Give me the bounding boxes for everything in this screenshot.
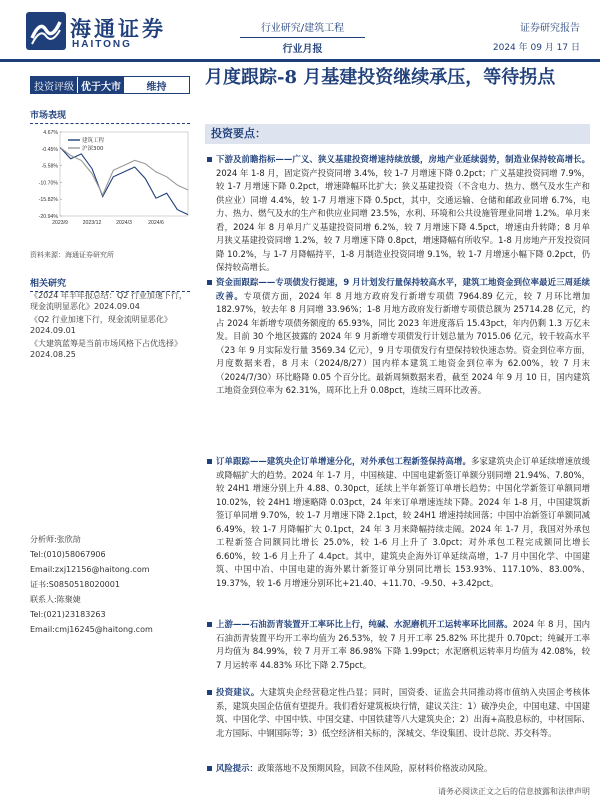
bullet-square-icon — [207, 690, 212, 695]
report-title: 月度跟踪-8 月基建投资继续承压，等待拐点 — [205, 67, 556, 88]
paragraph-lead: 资金面跟踪——专项债发行提速，9 月计划发行量保持较高水平，建筑工地资金到位率最近三周延续改善。 — [216, 277, 590, 301]
paragraph-upstream — [205, 618, 590, 672]
paragraph-body: 2024 年 1-8 月，固定资产投资同增 3.4%，较 1-7 月增速下降 0.2pct；广义基建投资同增 7.9%，较 1-7 月增速下降 0.2pct，增速降幅环比扩大；狭义基建投资（不含电力、热力、燃气及水生产和供应业）同增 4.4%，较 1-7 月增速下降 0.5pct，其中，交通运输、仓储和邮政业同增 6.7%，电力、热力、燃气及水的生产和供应业同增 23.5%，水利、环境和公共设施管理业同增 1.2%。单月来看，2024 年 8 月单月广义基建投资同增 6.2%，较 7 月增速下降 4.5pct，增速由升转降；8 月单月狭义基建投资同增 1.2%，较 7 月增速下降 0.8pct，增速降幅有所收窄。1-8 月房地产开发投资同降 10.2%，与 1-7 月降幅持平，1-8 月制造业投资同增 9.1%，较 1-7 月增速小幅下降 0.2pct，仍保持较高增长。 — [216, 167, 590, 273]
investment-rating — [30, 76, 190, 94]
legend-label: 沪深300 — [82, 146, 104, 152]
y-tick-label: -20.94% — [38, 214, 58, 220]
bullet-square-icon — [207, 280, 212, 285]
contact-tel: Tel:(021)23183263 — [30, 610, 106, 619]
series-line-construction — [60, 147, 188, 214]
y-tick-label: -15.82% — [38, 197, 58, 204]
related-item[interactable] — [30, 314, 192, 336]
paragraph-lead: 订单跟踪——建筑央企订单增速分化，对外承包工程新签保持高增。 — [216, 456, 472, 466]
bullet-square-icon — [207, 459, 212, 464]
paragraph-body: 政策落地不及预期风险，回款不佳风险，原材料价格波动风险。 — [257, 763, 493, 773]
bullet-square-icon — [207, 622, 212, 627]
rating-label: 投资评级 — [31, 77, 77, 93]
report-date: 2024 年 09 月 17 日 — [492, 43, 580, 53]
contact-email[interactable]: Email:cmj16245@haitong.com — [30, 625, 153, 634]
x-tick-label: 2024/3 — [116, 220, 132, 226]
rating-value: 优于大市 — [77, 77, 124, 93]
y-tick-label: -0.45% — [41, 146, 58, 153]
y-tick-label: 4.67% — [43, 130, 58, 136]
rating-action: 维持 — [124, 77, 189, 93]
chart-frame — [60, 132, 188, 216]
bullet-square-icon — [207, 157, 212, 162]
logo-text-cn: 海通证券 — [70, 16, 166, 41]
analyst-cert: 证书:S0850518020001 — [30, 580, 120, 589]
paragraph-risk — [205, 762, 590, 776]
related-item-title: 《2024 年半年报总结：Q2 行业加速下行，现金流明显恶化》 — [30, 291, 187, 311]
key-points-label: 投资要点： — [211, 127, 266, 140]
x-tick-label: 2024/6 — [148, 220, 164, 226]
paragraph-lead: 上游——石油沥青装置开工率环比上行，纯碱、水泥磨机开工运转率环比回落。 — [216, 619, 513, 629]
paragraph-orders — [205, 455, 590, 590]
market-performance-chart — [30, 128, 192, 236]
header-divider — [0, 59, 600, 62]
related-item-date: 2024.09.04 — [94, 302, 140, 311]
paragraph-lead: 投资建议。 — [216, 687, 260, 697]
y-tick-label: -5.58% — [41, 163, 58, 170]
analyst-tel: Tel:(010)58067906 — [30, 550, 106, 559]
related-item[interactable] — [30, 338, 192, 360]
market-performance-title: 市场表现 — [30, 108, 190, 124]
paragraph-body: 多家建筑央企订单延续增速放缓或降幅扩大的趋势。2024 年 1-7 月，中国核建、中国电建新签订单额分别同增 21.94%、7.80%，较 24H1 增速分别上升 4.88、0.30pct，延续上半年新签订单增长趋势；中国化学新签订单额同增 10.02%，较 24H1 增速略降 0.03pct，24 年来订单增速连续下降。2024 年 1-8 月，中国建筑新签订单同增 9.70%，较 1-7 月增速下降 2.1pct，较 24H1 增速持续回落；中国中冶新签订单额同减 6.49%，较 1-7 月降幅扩大 0.1pct，24 年 3 月来降幅持续走阔。2024 年 1-7 月，我国对外承包工程新签合同额同比增长 25.0%，较 1-6 月上升了 3.0pct；对外承包工程完成额同比增长 6.60%，较 1-6 月上升了 4.4pct。其中，建筑央企海外订单延续高增，1-7 月中国化学、中国建筑、中国中冶、中国电建的海外累计新签订单分别同比增长 153.93%、117.10%、83.00%、19.37%，较 1-6 月增速分别环比+21.40、+11.70、-9.50、+3.42pct。 — [216, 456, 590, 588]
related-item[interactable] — [30, 290, 192, 312]
paragraph-lead: 下游及前瞻指标——广义、狭义基建投资增速持续放缓，房地产业延续弱势，制造业保持较高增长。 — [216, 154, 590, 164]
paragraph-lead: 风险提示： — [216, 763, 258, 773]
haitong-logo-icon — [26, 12, 66, 50]
paragraph-funding — [205, 276, 590, 398]
bullet-square-icon — [207, 766, 212, 771]
x-tick-label: 2023/12 — [82, 220, 102, 226]
chart-source: 资料来源：海通证券研究所 — [30, 251, 114, 259]
report-category: 行业研究/建筑工程 — [240, 19, 365, 38]
paragraph-body: 大建筑央企经营稳定性凸显；同时，国资委、证监会共同推动将市值纳入央国企考核体系，建筑央国企估值有望提升。我们看好建筑板块行情，建议关注：1）破净央企，中国电建、中国建筑、中国化学、中国中铁、中国交建、中国铁建等八大建筑央企；2）出海+高股息标的，中材国际、北方国际、中钢国际等；3）低空经济相关标的，深城交、华设集团、设计总院、苏交科等。 — [216, 687, 591, 738]
legend-label: 建筑工程 — [82, 138, 105, 144]
related-research-title: 相关研究 — [30, 276, 190, 292]
y-tick-label: -10.70% — [38, 180, 58, 187]
paragraph-downstream — [205, 153, 590, 275]
related-item-date: 2024.09.01 — [30, 326, 76, 335]
related-item-title: 《Q2 行业加速下行，现金流明显恶化》 — [30, 315, 172, 324]
paragraph-body: 2024 年 8 月，国内石油沥青装置平均开工率均值为 26.53%，较 7 月开工率 25.82% 环比提升 0.70pct；纯碱开工率月均值为 84.99%，较 7 月开工率 86.98% 下降 1.99pct；水泥磨机运转率月均值为 42.08%，较 7 月运转率 44.83% 环比下降 2.75pct。 — [216, 619, 590, 670]
paragraph-body: 专项债方面，2024 年 8 月地方政府发行新增专项债 7964.89 亿元，较 7 月环比增加 182.97%，较去年 8 月同增 33.96%；1-8 月地方政府发行新增专项债总额为 25714.28 亿元，约占 2024 年新增专项债务额度的 65.93%，同比 2023 年进度落后 15.43pct，年内仍剩 1.3 万亿未发。目前 30 个地区披露的 2024 年 9 月新增专项债发行计划总量为 7015.06 亿元，较千较高水平（23 年 9 月实际发行量 3569.34 亿元），9 月专项债发行有望保持较快速态势。资金到位率方面，月度数据来看，8 月末（2024/8/27）国内样本建筑工地资金到位率为 62.00%，较 7 月末（2024/7/30）环比略降 0.05 个百分比。最新周频数据来看，截至 2024 年 9 月 10 日，国内建筑工地资金到位率为 62.31%，周环比上升 0.08pct，连续三周环比改善。 — [216, 290, 590, 396]
related-item-date: 2024.08.25 — [30, 350, 76, 359]
analyst-email[interactable]: Email:zxj12156@haitong.com — [30, 565, 150, 574]
analyst-contacts — [30, 532, 192, 637]
page-footer-disclaimer: 请务必阅读正文之后的信息披露和法律声明 — [438, 787, 590, 796]
paragraph-investment-advice — [205, 686, 590, 740]
document-type: 证券研究报告 — [520, 23, 580, 34]
contact-name: 联系人:陈聚婕 — [30, 595, 81, 604]
logo-text-en: HAITONG — [72, 39, 132, 50]
haitong-logo — [26, 12, 176, 52]
report-type: 行业月报 — [282, 44, 323, 55]
x-tick-label: 2023/9 — [52, 220, 68, 226]
related-research-list — [30, 290, 192, 362]
related-item-title: 《大建筑蓝筹是当前市场风格下占优选择》 — [30, 339, 182, 348]
analyst-name: 分析师:张欣劼 — [30, 535, 81, 544]
